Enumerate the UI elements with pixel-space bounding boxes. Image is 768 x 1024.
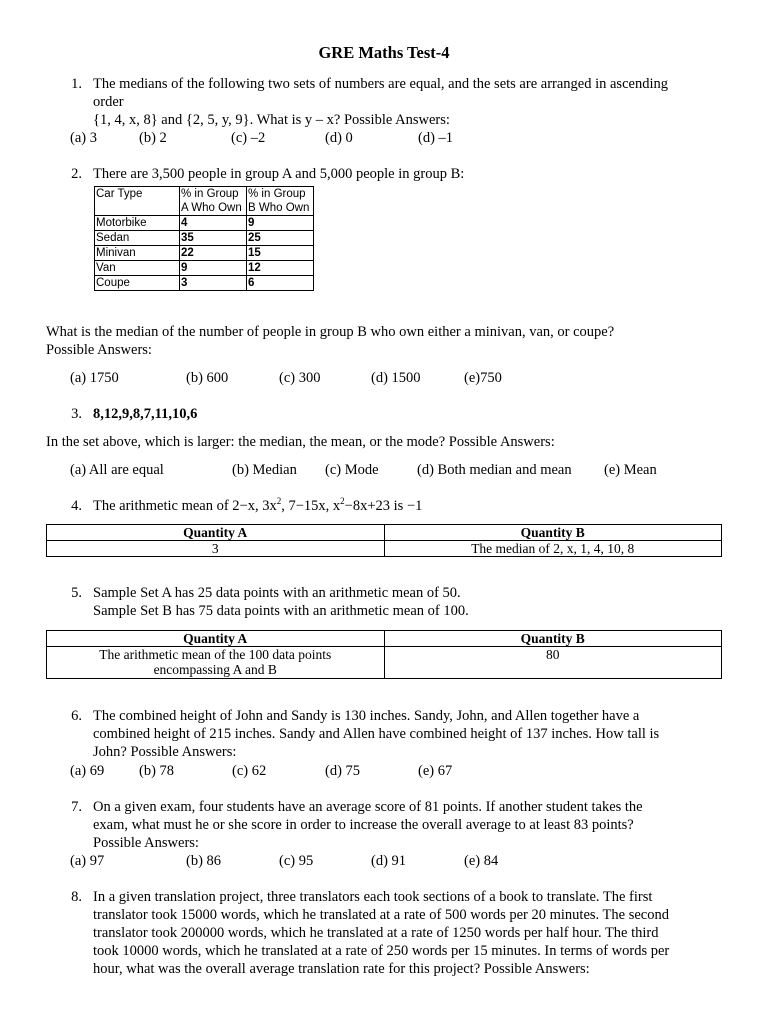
table-row [95,231,314,246]
table-row [95,261,314,276]
q2-answer-b: (b) 600 [186,370,229,386]
table-cell: 9 [247,216,314,231]
quantity-b-header: Quantity B [384,525,722,541]
quantity-a-value: 3 [47,541,385,557]
q2-number: 2. [71,166,82,182]
table-cell: 15 [247,246,314,261]
q6-answer-d: (d) 75 [325,763,361,779]
table-row [47,647,722,679]
q1-number: 1. [71,76,82,92]
quantity-a-value-line1: The arithmetic mean of the 100 data points [99,647,332,662]
q4-quantity-table [46,524,722,557]
q1-answer-e: (d) –1 [418,130,454,146]
q2-question-line2: Possible Answers: [46,342,152,358]
table-cell: Motorbike [95,216,180,231]
table-cell: 3 [180,276,247,291]
quantity-b-header: Quantity B [384,631,722,647]
q6-line1: The combined height of John and Sandy is 130 inches. Sandy, John, and Allen together have a [93,708,640,724]
q7-line1: On a given exam, four students have an average score of 81 points. If another student takes the [93,799,643,815]
quantity-b-value: The median of 2, x, 1, 4, 10, 8 [384,541,722,557]
q3-answer-c: (c) Mode [325,462,379,478]
q8-line1: In a given translation project, three translators each took sections of a book to translate. The first [93,889,653,905]
q4-middle: , 7−15x, x [281,498,341,514]
table-cell: 9 [180,261,247,276]
q3-question: In the set above, which is larger: the median, the mean, or the mode? Possible Answers: [46,434,555,450]
table-cell: Coupe [95,276,180,291]
table-cell: 22 [180,246,247,261]
q7-answer-a: (a) 97 [70,853,105,869]
q2-answer-c: (c) 300 [279,370,321,386]
car-ownership-table [94,186,314,291]
q3-answer-e: (e) Mean [604,462,657,478]
page-title: GRE Maths Test-4 [318,43,450,62]
table-row [95,246,314,261]
q1-answer-d: (d) 0 [325,130,353,146]
table-cell: 12 [247,261,314,276]
q2-answer-a: (a) 1750 [70,370,119,386]
q4-exponent: 2 [340,496,345,507]
quantity-a-value-line2: encompassing A and B [153,662,277,677]
q6-number: 6. [71,708,82,724]
q3-answer-d: (d) Both median and mean [417,462,572,478]
q4-suffix: −8x+23 is −1 [344,498,423,514]
q6-line3: John? Possible Answers: [93,744,237,760]
q4-number: 4. [71,498,82,514]
q4-prefix: The arithmetic mean of 2−x, 3x [93,498,277,514]
q3-number: 3. [71,406,82,422]
q5-line2: Sample Set B has 75 data points with an arithmetic mean of 100. [93,603,469,619]
q1-line1: The medians of the following two sets of numbers are equal, and the sets are arranged in ascending [93,76,668,92]
q2-line1: There are 3,500 people in group A and 5,000 people in group B: [93,166,465,182]
q1-answer-c: (c) –2 [231,130,266,146]
q7-answer-e: (e) 84 [464,853,499,869]
q1-answer-a: (a) 3 [70,130,97,146]
q6-answer-b: (b) 78 [139,763,175,779]
q3-set: 8,12,9,8,7,11,10,6 [93,406,198,422]
table-cell: 4 [180,216,247,231]
q8-line3: translator took 200000 words, which he translated at a rate of 1250 words per half hour. The third [93,925,659,941]
table-row [95,216,314,231]
q6-answer-c: (c) 62 [232,763,267,779]
table-cell: 25 [247,231,314,246]
q2-answer-d: (d) 1500 [371,370,421,386]
quantity-b-value: 80 [384,647,722,679]
q8-line4: took 10000 words, which he translated at a rate of 250 words per 15 minutes. In terms of words per [93,943,670,959]
table-cell: 6 [247,276,314,291]
table-header-row [47,525,722,541]
q4-exponent: 2 [276,496,282,507]
q5-quantity-table [46,630,722,679]
q6-answer-a: (a) 69 [70,763,105,779]
q2-answer-e: (e)750 [464,370,502,386]
table-cell: Minivan [95,246,180,261]
quantity-a-header: Quantity A [47,631,385,647]
q8-number: 8. [71,889,82,905]
q1-line2: order [93,94,124,110]
quantity-a-header: Quantity A [47,525,385,541]
q7-line3: Possible Answers: [93,835,199,851]
table-cell: Van [95,261,180,276]
q7-answer-b: (b) 86 [186,853,222,869]
q6-line2: combined height of 215 inches. Sandy and Allen have combined height of 137 inches. How tall is [93,726,660,742]
q3-answer-a: (a) All are equal [70,462,164,478]
quantity-a-value [47,647,385,679]
table-row [95,276,314,291]
q2-question-line1: What is the median of the number of people in group B who own either a minivan, van, or coupe? [46,324,615,340]
table-header-cell: Car Type [95,187,180,216]
q5-line1: Sample Set A has 25 data points with an arithmetic mean of 50. [93,585,461,601]
q5-number: 5. [71,585,82,601]
q7-line2: exam, what must he or she score in order to increase the overall average to at least 83 points? [93,817,634,833]
table-header-cell: % in Group A Who Own [180,187,247,216]
q3-answer-b: (b) Median [232,462,297,478]
q7-answer-c: (c) 95 [279,853,314,869]
table-header-cell: % in Group B Who Own [247,187,314,216]
q1-answer-b: (b) 2 [139,130,167,146]
table-cell: Sedan [95,231,180,246]
q7-number: 7. [71,799,82,815]
table-header-row [95,187,314,216]
table-header-row [47,631,722,647]
q4-statement [93,497,422,515]
q6-answer-e: (e) 67 [418,763,453,779]
q8-line5: hour, what was the overall average translation rate for this project? Possible Answers: [93,961,590,977]
q8-line2: translator took 15000 words, which he translated at a rate of 500 words per 20 minutes. The second [93,907,669,923]
table-row [47,541,722,557]
q1-line3: {1, 4, x, 8} and {2, 5, y, 9}. What is y – x? Possible Answers: [93,112,450,128]
q7-answer-d: (d) 91 [371,853,407,869]
table-cell: 35 [180,231,247,246]
